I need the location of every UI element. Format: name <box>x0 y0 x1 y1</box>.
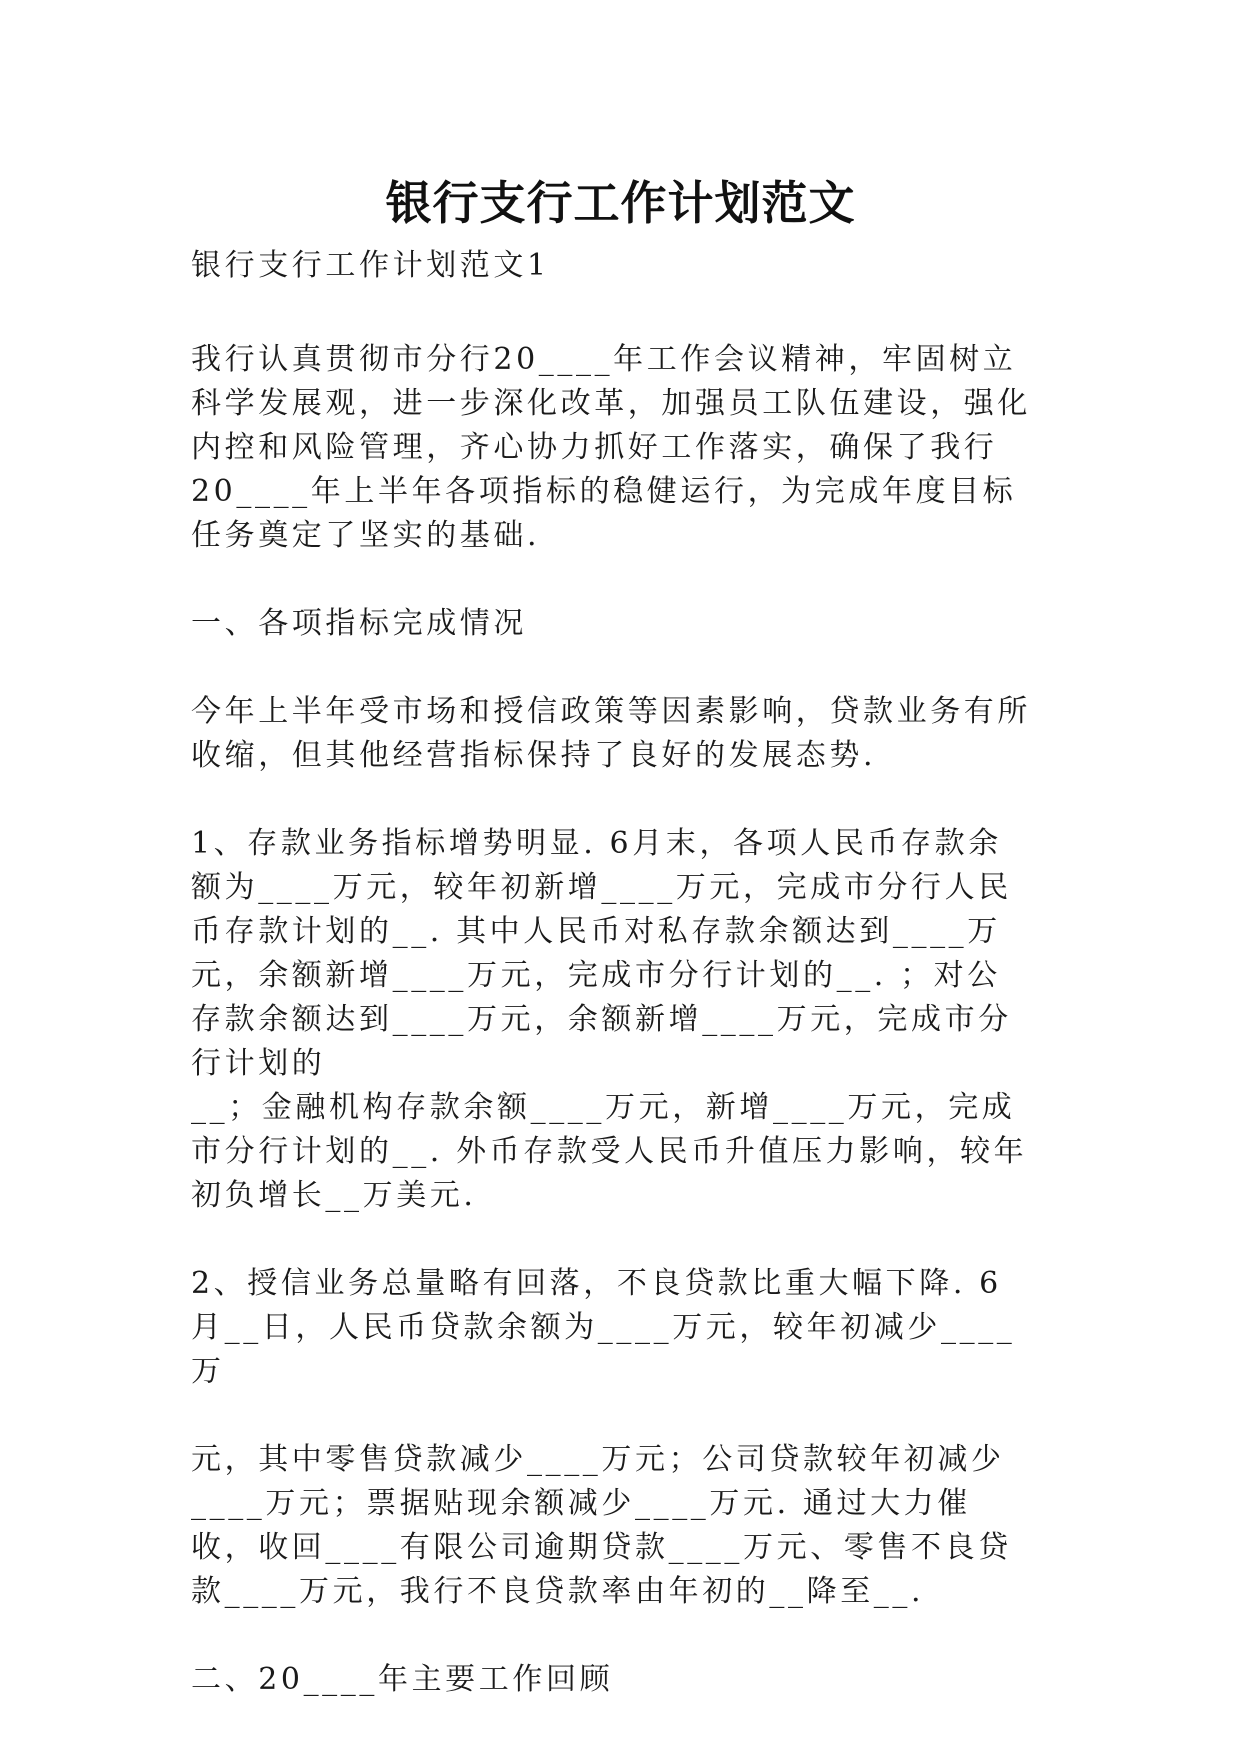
deposit-paragraph: 1、存款业务指标增势明显. 6月末，各项人民币存款余额为____万元，较年初新增____万元，完成市分行人民币存款计划的__. 其中人民币对私存款余额达到____万元，余额新增____万元，完成市分行计划的__. ；对公存款余额达到____万元，余额新增____万元，完成市分行计划的 __；金融机构存款余额____万元，新增____万元，完成市分行计划的__. 外币存款受人民币升值压力影响，较年初负增长__万美元. <box>191 826 1028 1213</box>
document-title: 银行支行工作计划范文 <box>385 176 856 230</box>
document-body <box>191 244 1034 1702</box>
section-subtitle: 银行支行工作计划范文1 <box>191 248 550 283</box>
credit-continued-paragraph: 元，其中零售贷款减少____万元；公司贷款较年初减少 ____万元；票据贴现余额减少____万元. 通过大力催收，收回____有限公司逾期贷款____万元、零售不良贷款____万元，我行不良贷款率由年初的__降至__. <box>191 1442 1012 1609</box>
overview-paragraph: 今年上半年受市场和授信政策等因素影响，贷款业务有所收缩，但其他经营指标保持了良好的发展态势. <box>191 694 1031 773</box>
paragraph-spacer <box>191 778 1034 822</box>
section-heading: 二、20____年主要工作回顾 <box>191 1662 614 1697</box>
section-heading: 一、各项指标完成情况 <box>191 606 527 641</box>
paragraph-spacer <box>191 288 1034 338</box>
intro-paragraph: 我行认真贯彻市分行20____年工作会议精神，牢固树立科学发展观，进一步深化改革，加强员工队伍建设，强化内控和风险管理，齐心协力抓好工作落实，确保了我行 20____年上半年各项指标的稳健运行，为完成年度目标任务奠定了坚实的基础. <box>191 342 1031 553</box>
paragraph-spacer <box>191 1614 1034 1658</box>
paragraph-spacer <box>191 558 1034 602</box>
paragraph-spacer <box>191 1218 1034 1262</box>
credit-paragraph: 2、授信业务总量略有回落，不良贷款比重大幅下降. 6月__日，人民币贷款余额为____万元，较年初减少____万 <box>191 1266 1016 1389</box>
paragraph-spacer <box>191 1394 1034 1438</box>
paragraph-spacer <box>191 646 1034 690</box>
